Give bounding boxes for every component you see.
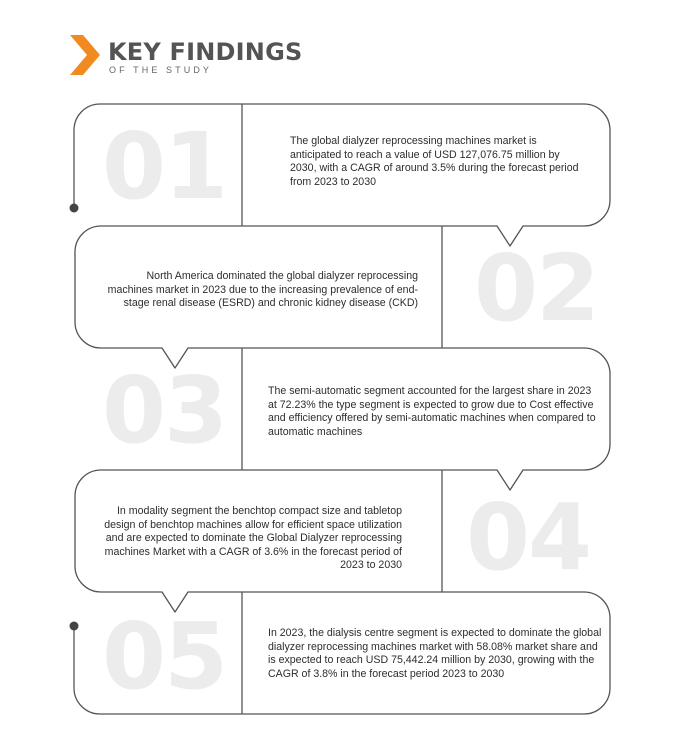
flow-dot-start bbox=[70, 204, 79, 213]
finding-text-03: The semi-automatic segment accounted for the largest share in 2023 at 72.23% the type segment is expected to grow due to Cost effective and efficiency offered by semi-automatic machines when compared to automatic machines bbox=[268, 385, 596, 438]
step-number-03: 03 bbox=[102, 357, 227, 464]
step-number-01: 01 bbox=[102, 113, 227, 220]
finding-text-02: North America dominated the global dialyzer reprocessing machines market in 2023 due to the increasing prevalence of end-stage renal disease (ESRD) and chronic kidney disease (CKD) bbox=[107, 270, 418, 309]
step-number-02: 02 bbox=[474, 235, 599, 342]
flow-dot-end bbox=[70, 622, 79, 631]
finding-text-04: In modality segment the benchtop compact size and tabletop design of benchtop machines allow for efficient space utilization and are expected to dominate the Global Dialyzer reprocessing machines Market with a CAGR of 3.6% in the forecast period of 2023 to 2030 bbox=[104, 505, 402, 571]
page-subtitle: OF THE STUDY bbox=[109, 65, 213, 75]
finding-text-05: In 2023, the dialysis centre segment is expected to dominate the global dialyzer reprocessing machines market with 58.08% market share and is expected to reach USD 75,442.24 million by 2030, growing with the CAGR of 3.8% in the forecast period 2023 to 2030 bbox=[268, 627, 602, 680]
step-number-05: 05 bbox=[102, 603, 227, 710]
flow-start-line bbox=[74, 104, 100, 208]
step-number-04: 04 bbox=[466, 484, 591, 591]
finding-text-01: The global dialyzer reprocessing machines market is anticipated to reach a value of USD 127,076.75 million by 2030, with a CAGR of around 3.5% during the forecast period from 2023 to 2030 bbox=[290, 135, 579, 188]
page-title: KEY FINDINGS bbox=[108, 38, 303, 66]
